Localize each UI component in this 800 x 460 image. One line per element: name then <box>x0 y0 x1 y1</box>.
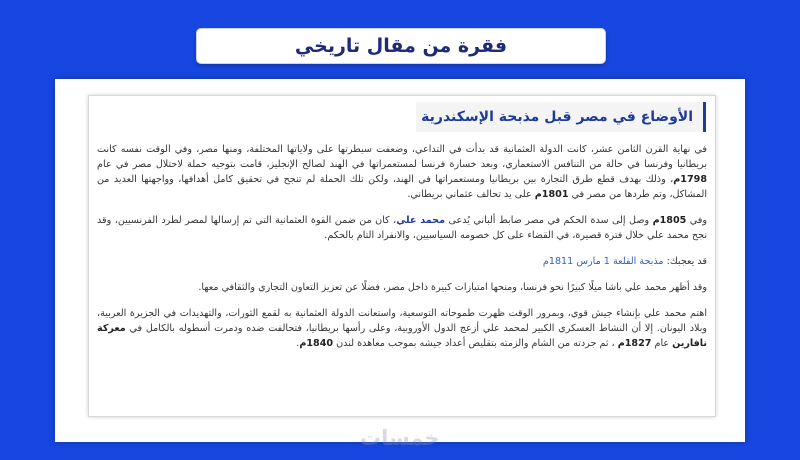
article-heading-bar <box>416 102 706 132</box>
page-title: فقرة من مقال تاريخي <box>196 28 606 64</box>
paragraph-5: اهتم محمد علي بإنشاء جيش قوي، وبمرور الوقت ظهرت طموحاته التوسعية، واستعانت الدولة العثمانية به لقمع الثورات، والتهديدات في الجزيرة العربية، وبلاد اليونان. إلا أن النشاط العسكري الكبير لمحمد علي أزعج الدول الأوروبية، وعلى رأسها بريطانيا، فتحالفت ضده ودمرت أسطوله بالكامل في معركة نافارين عام 1827م ، ثم جردته من الشام والزمته بتقليص أعداد جيشه بموجب معاهدة لندن 1840م. <box>97 308 707 349</box>
paragraph-3: قد يعجبك: مذبحة القلعة 1 مارس 1811م <box>542 256 707 267</box>
article-card <box>55 79 745 442</box>
mohamed-ali-link[interactable]: محمد علي <box>396 215 446 226</box>
navarino-battle: معركة نافارين <box>97 323 707 349</box>
year-1827: 1827م <box>617 338 652 349</box>
paragraph-1: في نهاية القرن الثامن عشر، كانت الدولة العثمانية قد بدأت في التداعي، وضعفت سيطرتها على ولاياتها المختلفة، ومنها مصر، وفي الوقت نفسه كانت بريطانيا وفرنسا في حالة من التنافس الاستعماري، وبعد خسارة فرنسا لمستعمراتها في الهند لصالح الإنجليز، قامت بتوجيه حملة لاحتلال مصر في عام 1798م، وذلك بهدف قطع طرق التجارة بين بريطانيا ومستعمراتها في الهند، ولكن تلك الحملة لم تنجح في تحقيق كامل أهدافها، وواجهتها العديد من المشاكل، وتم طردها من مصر في 1801م على يد تحالف عثماني بريطاني. <box>97 144 707 200</box>
paragraph-2: وفي 1805م وصل إلى سدة الحكم في مصر ضابط ألباني يُدعى محمد علي، كان من ضمن القوة العثمانية التي تم إرسالها لمصر لطرد الفرنسيين، وقد نجح محمد علي خلال فترة قصيرة، في القضاء على كل خصومه السياسيين، والانفراد التام بالحكم. <box>97 215 708 241</box>
year-1805: 1805م <box>652 215 687 226</box>
watermark-logo: خمسات <box>360 426 440 450</box>
article-content <box>88 95 716 417</box>
article-heading: الأوضاع في مصر قبل مذبحة الإسكندرية <box>421 109 693 125</box>
year-1801: 1801م <box>534 189 569 200</box>
article-body <box>97 142 707 362</box>
year-1798: 1798م <box>673 174 707 185</box>
citadel-massacre-link[interactable]: مذبحة القلعة 1 مارس 1811م <box>542 256 664 267</box>
year-1840: 1840م <box>299 338 334 349</box>
paragraph-4: وقد أظهر محمد علي باشا ميلًا كبيرًا نحو فرنسا، ومنحها امتيازات كبيرة داخل مصر، فضلًا عن تعزيز التعاون التجاري والثقافي معها. <box>198 282 707 293</box>
